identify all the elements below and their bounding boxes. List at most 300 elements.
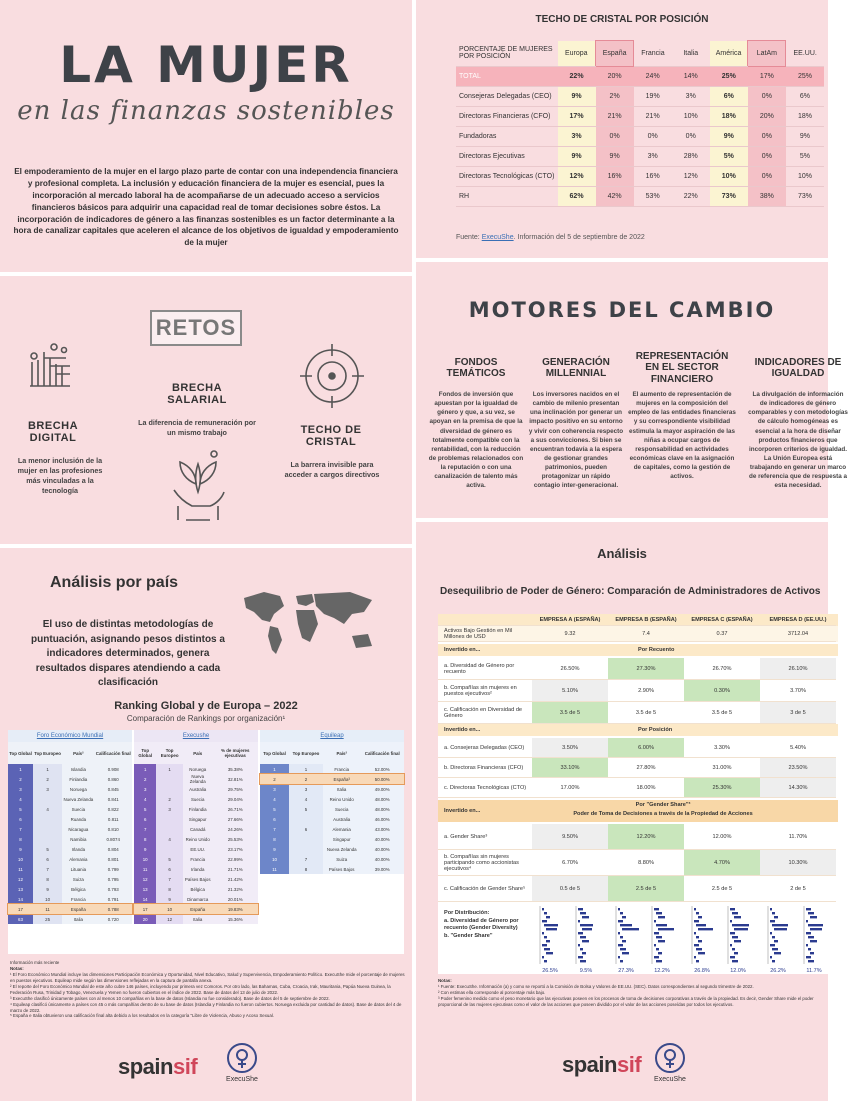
table-cell: 38%: [748, 187, 786, 207]
table-cell: 23.50%: [760, 758, 836, 778]
table-cell: 46.00%: [374, 816, 390, 822]
org-header-wef[interactable]: Foro Económico Mundial: [8, 730, 132, 742]
glass-ceiling-icon: [298, 342, 366, 410]
driver-heading: GENERACIÓN MILLENNIAL: [542, 356, 610, 379]
distribution-bar: [774, 940, 778, 942]
driver-column: [748, 348, 848, 490]
distribution-bar: [698, 916, 702, 918]
note-item: ⁵ España e Italia obtuvieron una calificación final alta debido a los resultados en la categoría "Libre de Violencia, Abuso y Acoso Sexual.: [10, 1013, 274, 1019]
table-cell: 21.71%: [227, 866, 243, 872]
distribution-bar: [546, 940, 550, 942]
spainsif-logo: [562, 1052, 641, 1078]
table-cell: 32.81%: [227, 776, 243, 782]
driver-column: [428, 348, 524, 490]
page-subtitle: en las finanzas sostenibles: [17, 96, 395, 126]
table-cell: 29.04%: [227, 796, 243, 802]
source-note: [456, 234, 645, 241]
table-row: [456, 107, 824, 127]
driver-column: [628, 348, 736, 481]
distribution-bar: [808, 960, 814, 962]
table-cell: 9: [134, 844, 156, 854]
table-cell: Australia: [333, 816, 351, 822]
distribution-bar: [658, 940, 665, 942]
table-cell: 23.17%: [227, 846, 243, 852]
section-left: Invertido en...: [444, 727, 481, 733]
table-row: [260, 764, 404, 774]
distribution-bar: [770, 944, 775, 946]
table-row: [438, 778, 838, 798]
col-header: Francia: [634, 41, 672, 67]
distribution-bar: [806, 920, 808, 922]
table-cell: 5: [134, 804, 156, 814]
distribution-bar: [694, 932, 696, 934]
table-cell: 11: [33, 904, 62, 914]
table-cell: 0%: [748, 87, 786, 107]
distribution-bar: [656, 948, 659, 950]
table-row: [8, 764, 132, 774]
table-cell: 6: [33, 854, 62, 864]
section-right: Por "Gender Share"³: [635, 802, 691, 808]
distribution-bar: [696, 936, 699, 938]
table-row: [134, 794, 258, 804]
table-cell: [289, 814, 323, 824]
table-cell: 25.30%: [684, 778, 760, 798]
source-rest: . Información del 5 de septiembre de 2022: [513, 234, 645, 241]
distribution-bar: [544, 936, 547, 938]
ranking-title: Ranking Global y de Europa – 2022: [114, 700, 298, 712]
table-cell: Francia: [334, 766, 350, 772]
table-cell: 3 de 5: [760, 702, 836, 724]
source-link[interactable]: ExecuShe: [481, 234, 514, 241]
row-label: Directoras Ejecutivas: [456, 147, 558, 167]
table-cell: 9%: [786, 127, 824, 147]
table-row: [260, 844, 404, 854]
table-row: [260, 794, 404, 804]
table-cell: [33, 834, 62, 844]
distribution-bar: [732, 912, 738, 914]
table-cell: Dinamarca: [187, 896, 209, 902]
table-row: [8, 814, 132, 824]
row-label: a. Consejeras Delegadas (CEO): [438, 738, 532, 758]
table-cell: 16%: [596, 167, 634, 187]
distribution-bar: [694, 956, 696, 958]
table-cell: Namibia: [70, 836, 87, 842]
aum-value: 9.32: [532, 626, 608, 642]
section-header: [438, 644, 838, 656]
table-cell: Alemania: [69, 856, 88, 862]
logo-part: spain: [562, 1052, 617, 1077]
table-cell: 18%: [710, 107, 748, 127]
drivers-title: MOTORES DEL CAMBIO: [468, 298, 776, 322]
table-cell: 0%: [672, 127, 710, 147]
distribution-bar: [772, 960, 775, 962]
table-cell: 48.00%: [374, 806, 390, 812]
distribution-bar: [618, 932, 620, 934]
distribution-bar: [622, 952, 629, 954]
table-cell: 0%: [748, 127, 786, 147]
table-cell: [33, 794, 62, 804]
wef-ranking-table: [8, 742, 132, 924]
table-cell: 26.70%: [684, 658, 760, 680]
table-cell: 2: [289, 774, 323, 784]
execushe-logo-icon: [226, 1042, 258, 1074]
driver-desc: El aumento de representación de mujeres en la composición del empleo de las entidades financieras y su correspondiente visibilidad estimula la mayor aspiración de las niñas a ocupar cargos de responsabilidad en actividades económicas clave en la asignación de capitales, como la gestión de activos.: [628, 391, 736, 481]
table-cell: 3.5 de 5: [684, 702, 760, 724]
table-cell: 14%: [672, 67, 710, 87]
table-row: [260, 774, 404, 784]
logo-part: sif: [616, 1052, 642, 1077]
table-cell: 4.70%: [684, 850, 760, 876]
analysis-notes: [438, 978, 833, 1008]
distribution-bar: [546, 928, 557, 930]
distribution-chart: [576, 906, 593, 974]
table-cell: 20%: [748, 107, 786, 127]
org-header-equileap[interactable]: Equileap: [260, 730, 404, 742]
table-cell: Noruega: [189, 766, 207, 772]
distribution-bar: [730, 920, 732, 922]
table-cell: 1: [289, 764, 323, 774]
row-label: TOTAL: [456, 67, 558, 87]
distribution-bar: [582, 916, 589, 918]
table-cell: 8: [33, 874, 62, 884]
table-row: [456, 187, 824, 207]
distribution-bar: [658, 916, 665, 918]
distribution-bar: [656, 912, 662, 914]
table-cell: 3.5 de 5: [532, 702, 608, 724]
distribution-bar: [770, 956, 772, 958]
table-cell: Suiza: [72, 876, 84, 882]
distribution-bar: [582, 940, 589, 942]
table-cell: 16%: [634, 167, 672, 187]
table-cell: 11.70%: [760, 824, 836, 850]
table-row: [8, 884, 132, 894]
distribution-bar: [732, 924, 749, 926]
aum-value: 3712.04: [760, 626, 836, 642]
distribution-bar: [770, 920, 775, 922]
section-header: [438, 724, 838, 736]
col-header: País: [193, 750, 203, 756]
distribution-bar: [580, 924, 593, 926]
equileap-ranking-table: [260, 742, 404, 874]
table-header-row: [134, 742, 258, 764]
table-cell: 0.841: [107, 796, 119, 802]
distribution-bar: [582, 928, 592, 930]
distribution-bar: [654, 932, 659, 934]
distribution-bar: [618, 956, 620, 958]
table-cell: 9: [156, 894, 183, 904]
table-cell: 6%: [710, 87, 748, 107]
execushe-logo-text: ExecuShe: [654, 1076, 686, 1083]
table-row: [438, 680, 838, 702]
table-row: [456, 167, 824, 187]
table-cell: 9: [33, 884, 62, 894]
table-cell: Nueva Zelanda: [189, 774, 206, 784]
table-cell: 7: [289, 854, 323, 864]
org-header-execushe[interactable]: Execushe: [134, 730, 258, 742]
table-cell: 35.38%: [227, 766, 243, 772]
distribution-value: 26.5%: [542, 968, 558, 974]
note-item: ³ ExecuShe clasificó únicamente países con al menos 10 compañías en la base de datos (Islandia no fue considerado). Base de datos del 5 de septiembre de 2022.: [10, 995, 330, 1001]
table-cell: 0%: [634, 127, 672, 147]
col-header: España: [596, 41, 634, 67]
table-cell: 5.40%: [760, 738, 836, 758]
table-cell: 26.71%: [227, 806, 243, 812]
table-cell: 12%: [672, 167, 710, 187]
distribution-bar: [656, 936, 662, 938]
distribution-bar: [544, 948, 550, 950]
table-cell: 26.50%: [532, 658, 608, 680]
distribution-bar: [698, 928, 713, 930]
table-cell: España³: [323, 774, 361, 784]
table-row: [438, 702, 838, 724]
table-cell: 40.00%: [374, 836, 390, 842]
row-label: a. Diversidad de Género por recuento: [438, 658, 532, 680]
distribution-bar: [542, 920, 547, 922]
country-analysis-title: Análisis por país: [50, 574, 179, 591]
col-header: Top Global: [9, 750, 32, 756]
row-label: Fundadoras: [456, 127, 558, 147]
table-cell: [33, 824, 62, 834]
distribution-bar: [774, 916, 778, 918]
table-header-row: [8, 742, 132, 764]
table-cell: 5: [260, 804, 289, 814]
distribution-bar: [732, 960, 738, 962]
table-cell: 2: [134, 774, 156, 784]
distribution-bar: [694, 908, 696, 910]
table-cell: Reino Unido: [329, 796, 354, 802]
table-row: [134, 874, 258, 884]
distribution-bar: [698, 952, 705, 954]
distribution-legend: [444, 910, 534, 940]
table-cell: 7: [260, 824, 289, 834]
table-cell: 10: [8, 854, 33, 864]
table-cell: 22%: [672, 187, 710, 207]
table-cell: 20.01%: [227, 896, 243, 902]
notes-label: Notas:: [10, 965, 24, 971]
table-cell: 21.42%: [227, 876, 243, 882]
notes-title: Información más reciente: [10, 960, 60, 965]
row-label: Directoras Tecnológicas (CTO): [456, 167, 558, 187]
driver-heading: REPRESENTACIÓN EN EL SECTOR FINANCIERO: [635, 350, 729, 385]
section-left: Invertido en...: [444, 647, 481, 653]
table-cell: [289, 834, 323, 844]
table-cell: 25.53%: [227, 836, 243, 842]
table-cell: 63: [8, 914, 33, 924]
table-row: [8, 854, 132, 864]
table-row: [134, 844, 258, 854]
table-cell: 21%: [634, 107, 672, 127]
driver-column: [528, 348, 624, 490]
distribution-bar: [580, 948, 583, 950]
distribution-bar: [656, 924, 667, 926]
table-cell: 18%: [786, 107, 824, 127]
col-header: País²: [336, 750, 347, 756]
table-cell: 0.30%: [684, 680, 760, 702]
table-row: [438, 824, 838, 850]
distribution-bar: [546, 916, 550, 918]
table-cell: 0.720: [107, 916, 119, 922]
distribution-chart: [728, 906, 749, 974]
table-cell: 7: [33, 864, 62, 874]
table-cell: EE.UU.: [190, 846, 206, 852]
table-cell: 4: [289, 794, 323, 804]
table-row: [260, 864, 404, 874]
distribution-bar: [542, 944, 547, 946]
table-cell: 0.795: [107, 876, 119, 882]
distribution-bar: [658, 952, 662, 954]
table-cell: 5: [8, 804, 33, 814]
table-cell: 10: [33, 894, 62, 904]
distribution-bar: [806, 932, 811, 934]
distribution-value: 26.8%: [694, 968, 710, 974]
distribution-chart: [692, 906, 713, 974]
table-cell: 4: [134, 794, 156, 804]
note-item: ² Con estimas ella corresponde al porcentaje más bajo.: [438, 989, 546, 995]
table-cell: 24.26%: [227, 826, 243, 832]
table-cell: 0.791: [107, 896, 119, 902]
distribution-bar: [620, 924, 632, 926]
table-row: [8, 904, 132, 914]
distribution-label: Por Distribución:: [444, 910, 490, 916]
table-cell: Reino Unido: [185, 836, 210, 842]
col-header: Italia: [672, 41, 710, 67]
table-cell: 11: [134, 864, 156, 874]
analysis-panel: [416, 522, 828, 1101]
distribution-bar: [730, 908, 735, 910]
table-cell: 2: [33, 774, 62, 784]
table-row: [438, 876, 838, 902]
distribution-bar: [694, 944, 699, 946]
driver-desc: Fondos de inversión que apuestan por la igualdad de género y que, a su vez, se apoyan en la premisa de que la diversidad de género es totalmente compatible con la rentabilidad, con la reducción de problemas relacionados con la reputación o con una canalización de talento más activa.: [428, 391, 524, 490]
table-row: [134, 814, 258, 824]
row-label: c. Calificación de Gender Share⁵: [438, 876, 532, 902]
driver-heading: INDICADORES DE IGUALDAD: [754, 356, 842, 379]
table-cell: 9%: [558, 147, 596, 167]
distribution-bar: [806, 908, 811, 910]
table-cell: 4: [8, 794, 33, 804]
table-cell: Nueva Zelanda: [326, 846, 357, 852]
distribution-bar: [618, 920, 623, 922]
table-cell: 3: [8, 784, 33, 794]
distribution-value: 26.2%: [770, 968, 786, 974]
distribution-bar: [654, 956, 659, 958]
table-cell: 17: [8, 904, 33, 914]
distribution-bar: [546, 952, 553, 954]
table-cell: 5: [289, 804, 323, 814]
table-cell: 9%: [710, 127, 748, 147]
table-row: [438, 758, 838, 778]
aum-label: Activos Bajo Gestión en Mil Millones de USD: [438, 626, 532, 642]
distribution-bar: [774, 952, 781, 954]
distribution-bar: [622, 940, 626, 942]
table-row: [456, 87, 824, 107]
table-row: [134, 834, 258, 844]
execushe-ranking-table: [134, 742, 258, 924]
distribution-bar: [542, 956, 544, 958]
table-cell: Irlanda: [71, 846, 86, 852]
company-header: EMPRESA A (ESPAÑA): [532, 614, 608, 626]
table-cell: 3: [156, 804, 183, 814]
distribution-bar: [620, 948, 626, 950]
table-cell: 6.00%: [608, 738, 684, 758]
table-cell: Francia: [71, 896, 86, 902]
row-label: b. Compañías sin mujeres participando como accionistas ejecutivos⁴: [438, 850, 532, 876]
table-cell: Finlandia: [69, 776, 88, 782]
table-cell: 42%: [596, 187, 634, 207]
company-header: EMPRESA C (ESPAÑA): [684, 614, 760, 626]
table-cell: 7: [134, 824, 156, 834]
table-cell: 0.822: [107, 806, 119, 812]
table-row: [260, 784, 404, 794]
distribution-chart: [540, 906, 558, 974]
table-cell: 8: [260, 834, 289, 844]
table-cell: 18.00%: [608, 778, 684, 798]
distribution-bar: [580, 960, 586, 962]
table-cell: 6: [134, 814, 156, 824]
col-header: EE.UU.: [786, 41, 824, 67]
table-cell: 2.5 de 5: [608, 876, 684, 902]
row-label: c. Directoras Tecnológicas (CTO): [438, 778, 532, 798]
distribution-bar: [656, 960, 662, 962]
section-right: Por Posición: [638, 727, 673, 733]
challenge-desc: La diferencia de remuneración por un mismo trabajo: [138, 418, 256, 438]
distribution-charts: [534, 904, 838, 974]
distribution-bar: [542, 932, 544, 934]
challenge-heading: BRECHA DIGITAL: [27, 420, 79, 444]
col-header: Top Global: [138, 748, 153, 758]
table-cell: Irlanda: [191, 866, 205, 872]
table-cell: 5%: [710, 147, 748, 167]
distribution-value: 11.7%: [806, 968, 822, 974]
table-cell: 27.30%: [608, 658, 684, 680]
table-cell: 0.8074: [106, 836, 120, 842]
table-row: [8, 874, 132, 884]
table-row: [8, 844, 132, 854]
table-cell: 2%: [596, 87, 634, 107]
distribution-bar: [732, 936, 738, 938]
ranking-notes: [10, 960, 405, 1019]
table-cell: 1: [33, 764, 62, 774]
table-cell: 3: [260, 784, 289, 794]
distribution-bar: [622, 928, 639, 930]
driver-desc: La divulgación de información de indicadores de género comparables y con metodologías de cálculo homogéneas es esencial a la hora de diseñar productos financieros que incorporen criterios de igualdad. La Unión Europea está trabajando en generar un marco de referencia que de respuesta a esta necesidad.: [748, 391, 848, 490]
table-cell: 40.00%: [374, 856, 390, 862]
table-cell: 25: [33, 914, 62, 924]
distribution-value: 9.5%: [579, 968, 593, 974]
distribution-bar: [734, 940, 741, 942]
distribution-bar: [578, 908, 583, 910]
distribution-value: 27.3%: [618, 968, 634, 974]
table-cell: 2.90%: [608, 680, 684, 702]
table-cell: 40.00%: [374, 846, 390, 852]
table-row: [8, 914, 132, 924]
table-cell: 3.5 de 5: [608, 702, 684, 724]
table-cell: Nueva Zelanda: [63, 796, 94, 802]
table-cell: 0.788: [94, 904, 132, 914]
ranking-subtitle: Comparación de Rankings por organización¹: [126, 714, 286, 723]
hero-panel: [0, 0, 412, 272]
col-header: LatAm: [748, 41, 786, 67]
table-cell: 0%: [748, 147, 786, 167]
table-cell: Singapur: [188, 816, 207, 822]
table-cell: 0%: [748, 167, 786, 187]
table-header-row: [456, 41, 824, 67]
table-cell: 0.810: [107, 826, 119, 832]
table-cell: 15.36%: [227, 916, 243, 922]
table-cell: Suiza: [336, 856, 348, 862]
analysis-subtitle: Desequilibrio de Poder de Género: Comparación de Administradores de Activos: [440, 586, 821, 597]
table-cell: 4: [33, 804, 62, 814]
